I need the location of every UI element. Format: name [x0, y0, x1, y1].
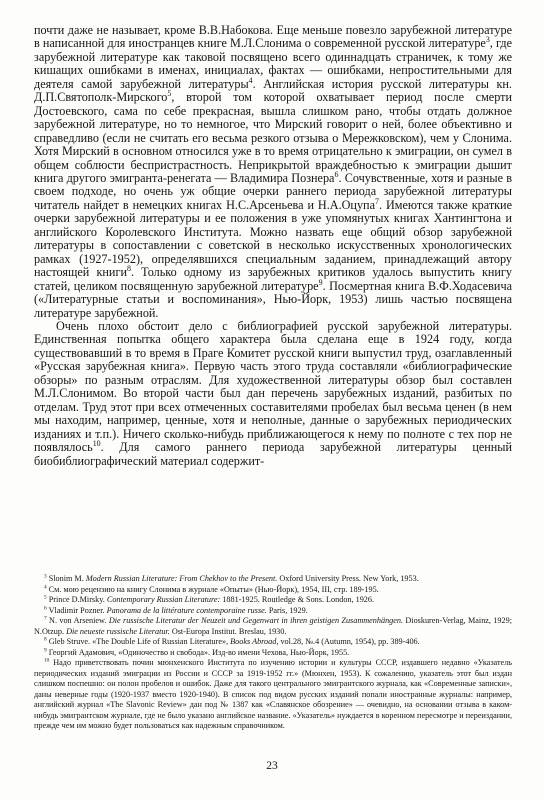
footnote-8: $^8$ Gleb Struve. «The Double Life of Russian Literature», Books Abroad, vol.28, №.4 (Autumn, 1954), pp. 389-406.	[44, 636, 420, 646]
italic-title: Die russische Literatur der Neuzeit und Gegenwart in ihren geistigen Zusammenhängen.	[108, 616, 404, 625]
paragraph-2: Очень плохо обстоит дело с библиографией русской зарубежной литературы. Единственная попытка общего характера была сделана еще в 1924 году, когда существовавший в то время в Праге Комитет русской книги выпустил труд, озаглавленный «Русская зарубежная книга». Первую часть этого труда составляли «библиографические обзоры» по разным отраслям. Для художественной литературы обзор был составлен М.Л.Слонимом. Во второй части был дан перечень зарубежных изданий, разбитых по отделам. Труд этот при всех отмеченных составителями пробелах был весьма ценен (в нем мы находим, например, ценные, хотя и неполные, данные о зарубежных периодических изданиях и т.п.). Ничего сколько-нибудь приближающегося к нему по полноте с тех пор не появлялось$^{10}$. Для самого раннего периода зарубежной литературы ценный биобиблиографический материал содержит-	[34, 318, 512, 468]
footnote-number: 8	[44, 636, 47, 643]
footnote-ref: 8	[126, 264, 131, 274]
paragraph-1: почти даже не называет, кроме В.В.Набокова. Еще меньше повезло зарубежной литературе в написанной для иностранцев книге М.Л.Слонима о современной русской литературе$^3$, где зарубежной литературе как таковой посвящено всего одиннадцать страничек, к тому же кишащих ошибками в именах, инициалах, фактах — ошибками, непростительными для деятеля самой зарубежной литературы$^4$. Английская история русской литературы кн. Д.П.Святополк-Мирского$^5$, второй том которой охватывает период после смерти Достоевского, сама по себе прекрасная, вышла слишком рано, чтобы отдать должное зарубежной литературе, но то немногое, что Мирский говорит о ней, более объективно и справедливо (если не считать его весьма резкого отзыва о Мережковском), чем у Слонима. Хотя Мирский в основном относился уже в то время отрицательно к эмиграции, он сумел в общем соблюсти беспристрастность. Неприкрытой враждебностью к эмиграции дышит книга другого эмигранта-ренегата — Владимира Познера$^6$. Сочувственные, хотя и разные в своем подходе, но очень уж общие очерки раннего периода зарубежной литературы читатель найдет в немецких книгах Н.С.Арсеньева и Н.А.Оцупа$^7$. Имеются также краткие очерки зарубежной литературы и ее положения в уже упомянутых книгах Хантингтона и английского Королевского Института. Можно назвать еще общий обзор зарубежной литературы в сопоставлении с советской в несколько искусственных хронологических рамках (1927-1952), определявшихся специальным заданием, принадлежащий автору настоящей книги$^8$. Только одному из зарубежных критиков удалось выпустить книгу статей, целиком посвященную зарубежной литературе$^9$. Посмертная книга В.Ф.Ходасевича («Литературные статьи и воспоминания», Нью-Йорк, 1953) лишь частью посвящена литературе зарубежной.	[34, 23, 512, 320]
footnote-ref: 9	[318, 277, 323, 287]
footnote-4: $^4$ См. мою рецензию на книгу Слонима в журнале «Опыты» (Нью-Йорк), 1954, III, стр. 189-195.	[44, 583, 379, 594]
footnote-ref: 4	[248, 75, 253, 85]
footnote-number: 6	[44, 604, 47, 611]
footnote-ref: 7	[374, 196, 379, 206]
footnote-number: 7	[44, 615, 47, 622]
italic-title: Modern Russian Literature: From Chekhov to the Present.	[85, 574, 278, 583]
footnote-6: $^6$ Vladimir Pozner. Panorama de la littérature contemporaine russe. Paris, 1929.	[44, 604, 308, 615]
italic-title: Panorama de la littérature contemporaine russe.	[106, 605, 267, 615]
footnote-ref: 10	[92, 438, 101, 448]
italic-title: Books Abroad	[230, 637, 277, 646]
footnote-ref: 3	[485, 35, 490, 45]
footnote-ref: 6	[334, 169, 339, 179]
footnotes	[34, 574, 512, 732]
footnote-7: $^7$ N. von Arseniew. Die russische Literatur der Neuzeit und Gegenwart in ihren geistigen Zusammenhängen. Dioskuren-Verlag, Mainz, 1929; N.Otzup. Die neueste russische Literatur. Ost-Europa Institut. Breslau, 1930.	[34, 615, 512, 636]
footnote-ref: 5	[167, 89, 172, 99]
footnote-9: $^9$ Георгий Адамович, «Одиночество и свобода». Изд-во имени Чехова, Нью-Йорк, 1955.	[44, 646, 350, 657]
footnote-number: 5	[44, 594, 47, 601]
italic-title: Contemporary Russian Literature:	[106, 595, 221, 604]
footnote-10: $^{10}$ Надо приветствовать почин мюнхенского Института по изучению истории и культуры СССР, издавшего недавно «Указатель периодических изданий эмиграции из России и СССР за 1919-1952 гг.» (Мюнхен, 1953). К сожалению, указатель этот был издан слишком поспешно: он полон пробелов и ошибок. Даже для такого центрального эмигрантского журнала, как «Современные записки», даны неверные годы (1920-1937 вместо 1920-1940). В список под видом русских изданий попали иностранные журналы: например, английский журнал «The Slavonic Review» дан под № 1387 как «Славянское обозрение» — очевидно, на основании отзыва в каком-нибудь эмигрантском журнале, где не было указано английское название. «Указатель» нуждается в коренном пересмотре и переиздании, прежде чем им можно будет пользоваться как надежным справочником.	[34, 657, 513, 730]
footnote-3: $^3$ Slonim M. Modern Russian Literature: From Chekhov to the Present. Oxford University Press. New York, 1953.	[44, 573, 419, 583]
page-number: 23	[266, 760, 278, 772]
footnote-number: 9	[44, 646, 47, 653]
footnote-number: 4	[44, 583, 47, 590]
footnote-number: 3	[44, 573, 47, 580]
footnote-5: $^5$ Prince D.Mirsky. Contemporary Russian Literature: 1881-1925. Routledge & Sons. London, 1926.	[44, 594, 375, 604]
italic-title: Die neueste russische Literatur.	[66, 626, 170, 636]
footnote-number: 10	[44, 657, 50, 664]
main-text	[34, 24, 512, 468]
